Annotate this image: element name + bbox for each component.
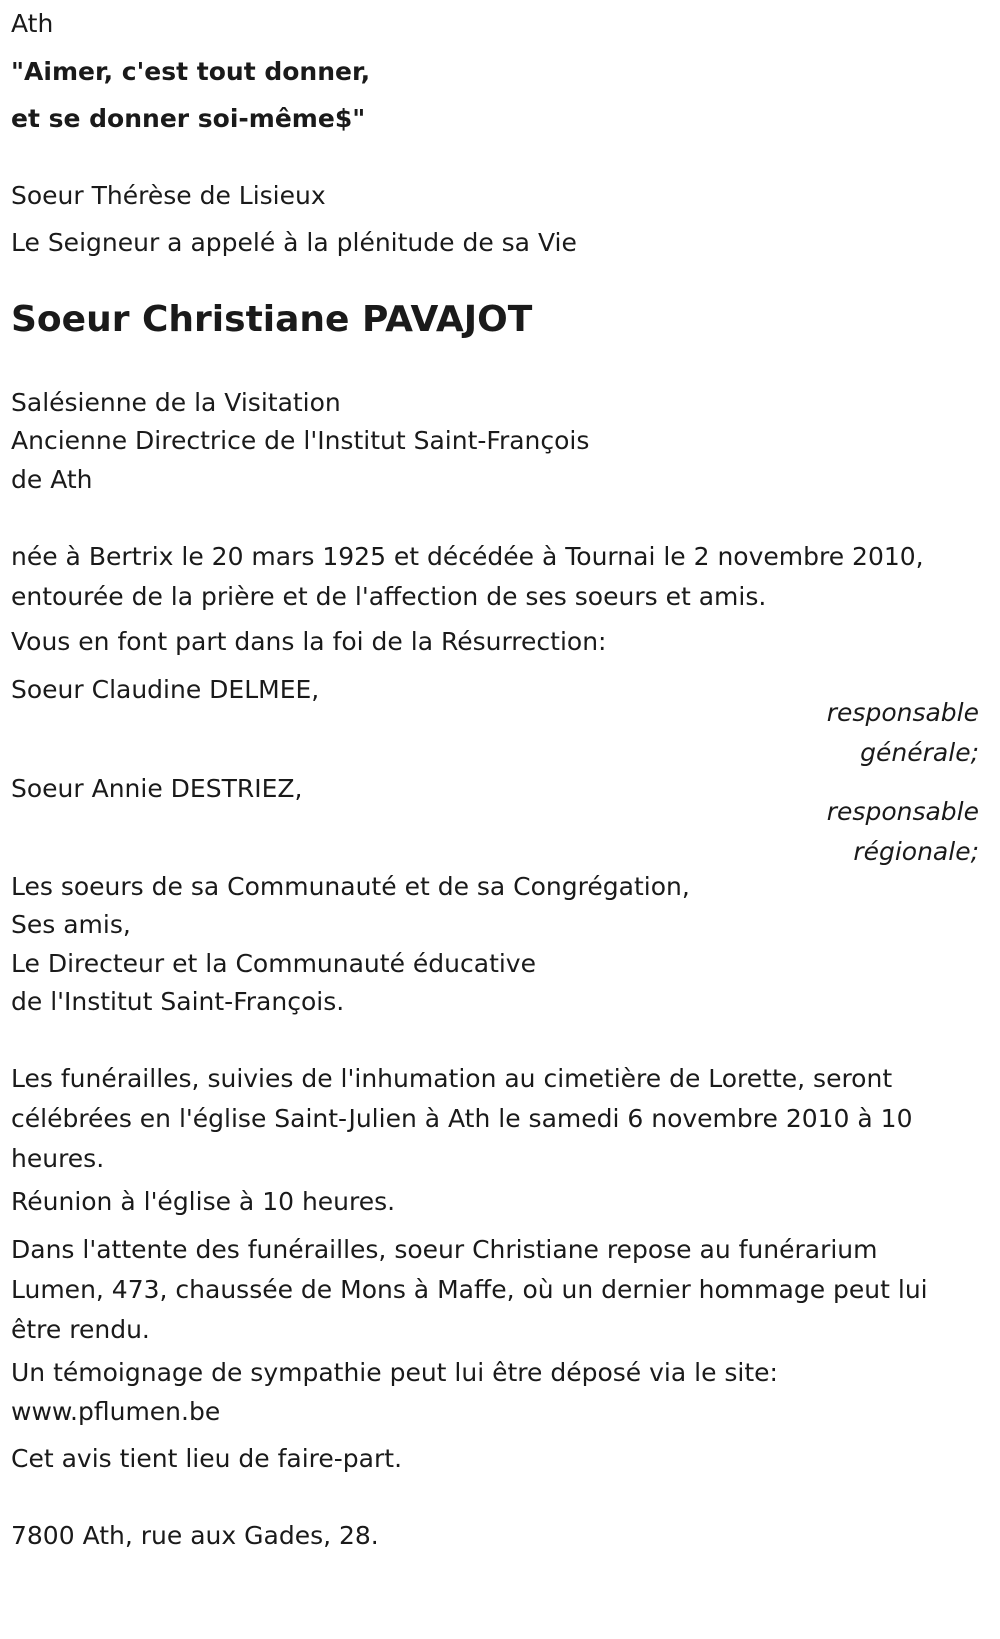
wake-text: Dans l'attente des funérailles, soeur Christiane repose au funérarium Lumen, 473, chaussée de Mons à Maffe, où un dernier hommage peut lui être rendu. <box>11 1235 928 1344</box>
condolences-line-1: Un témoignage de sympathie peut lui être déposé via le site: <box>11 1358 778 1387</box>
location: Ath <box>11 9 54 38</box>
family-line-3: Le Directeur et la Communauté éducative <box>11 949 536 978</box>
deceased-title-line-2: Ancienne Directrice de l'Institut Saint-François <box>11 426 590 455</box>
announcement: Le Seigneur a appelé à la plénitude de sa Vie <box>11 228 577 257</box>
announcer-1-name: Soeur Claudine DELMEE, <box>11 675 320 704</box>
quote-line-1: "Aimer, c'est tout donner, <box>11 57 371 86</box>
family-line-4: de l'Institut Saint-François. <box>11 987 345 1016</box>
announcer-1-role <box>679 693 991 773</box>
announcer-2-role <box>679 792 991 872</box>
notice-text: Cet avis tient lieu de faire-part. <box>11 1444 403 1473</box>
family-line-1: Les soeurs de sa Communauté et de sa Congrégation, <box>11 872 690 901</box>
condolences-website[interactable]: www.pflumen.be <box>11 1397 221 1426</box>
announcer-1-role-line-1: responsable <box>826 698 979 727</box>
quote-line-2: et se donner soi-même$" <box>11 104 366 133</box>
deceased-title-line-1: Salésienne de la Visitation <box>11 388 341 417</box>
birth-death-text: née à Bertrix le 20 mars 1925 et décédée à Tournai le 2 novembre 2010, entourée de la prière et de l'affection de ses soeurs et amis. <box>11 542 924 611</box>
family-line-2: Ses amis, <box>11 910 131 939</box>
announcers-intro: Vous en font part dans la foi de la Résurrection: <box>11 627 607 656</box>
deceased-title-line-3: de Ath <box>11 465 93 494</box>
quote-author: Soeur Thérèse de Lisieux <box>11 181 326 210</box>
address: 7800 Ath, rue aux Gades, 28. <box>11 1521 379 1550</box>
meeting-text: Réunion à l'église à 10 heures. <box>11 1187 396 1216</box>
deceased-name: Soeur Christiane PAVAJOT <box>11 299 533 340</box>
announcer-2-name: Soeur Annie DESTRIEZ, <box>11 774 303 803</box>
announcer-2-role-line-2: régionale; <box>853 837 979 866</box>
announcer-1-role-line-2: générale; <box>860 738 979 767</box>
funeral-text: Les funérailles, suivies de l'inhumation au cimetière de Lorette, seront célébrées en l'église Saint-Julien à Ath le samedi 6 novembre 2010 à 10 heures. <box>11 1064 913 1173</box>
announcer-2-role-line-1: responsable <box>826 797 979 826</box>
